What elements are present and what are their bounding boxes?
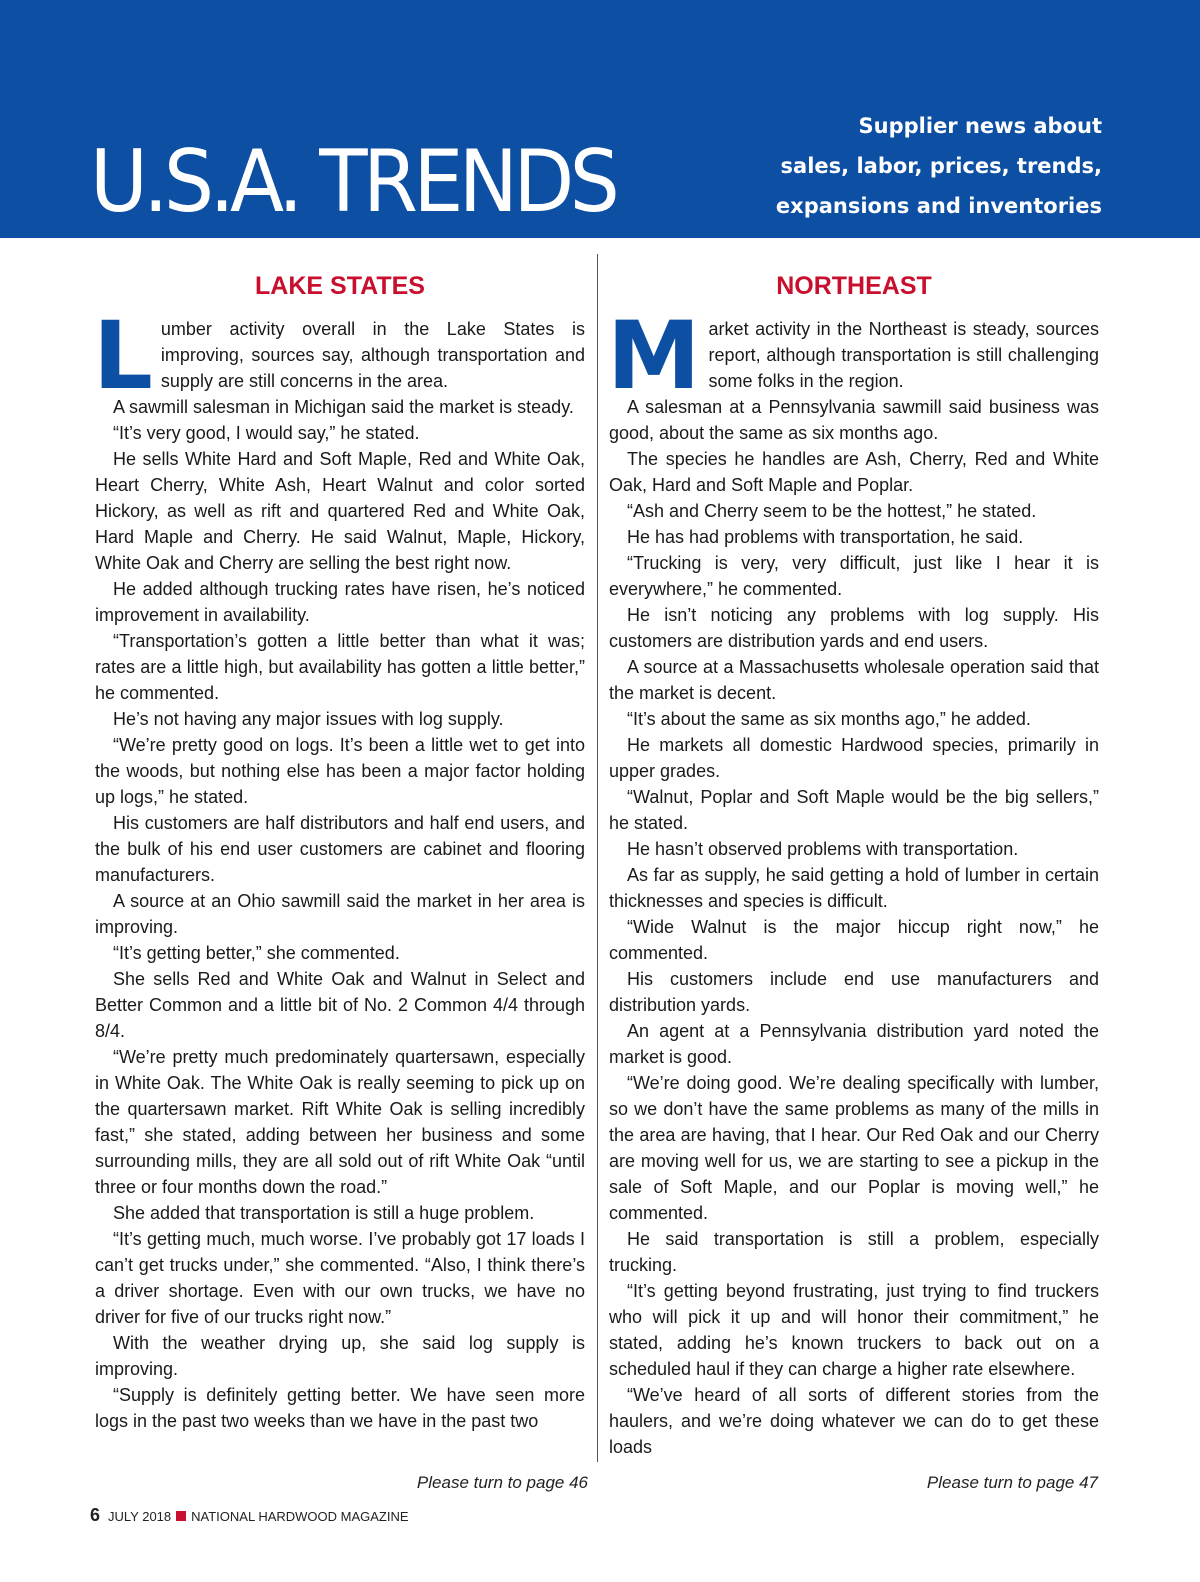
article-paragraph: “It’s very good, I would say,” he stated. [113,423,420,443]
article-paragraph: “Ash and Cherry seem to be the hottest,” he stated. [627,501,1037,521]
banner-tagline [762,106,1102,226]
article-paragraph: He added although trucking rates have risen, he’s noticed improvement in availability. [95,579,585,625]
article-paragraph: He has had problems with transportation, he said. [627,527,1024,547]
article-paragraph: “It’s getting beyond frustrating, just trying to find truckers who will pick it up and will honor their commitment,” he stated, adding he’s known truckers to back out on a scheduled haul if they can charge a higher rate elsewhere. [609,1281,1099,1379]
page-footer [90,1502,409,1530]
article-paragraph: With the weather drying up, she said log supply is improving. [95,1333,585,1379]
article-paragraph: “We’re pretty good on logs. It’s been a little wet to get into the woods, but nothing else has been a major factor holding up logs,” he stated. [95,735,585,807]
lead-text: umber activity overall in the Lake States is improving, sources say, although transportation and supply are still concerns in the area. [160,319,585,391]
continued-notice-right: Please turn to page 47 [926,1473,1098,1492]
lake-states-column [95,266,585,1442]
article-paragraph: “Transportation’s gotten a little better than what it was; rates are a little high, but availability has gotten a little better,” he commented. [95,631,585,703]
tagline-line: expansions and inventories [775,194,1102,218]
article-paragraph: A sawmill salesman in Michigan said the market is steady. [113,397,574,417]
red-square-icon [176,1511,186,1521]
article-paragraph: “It’s getting much, much worse. I’ve probably got 17 loads I can’t get trucks under,” she commented. “Also, I think there’s a driver shortage. Even with our own trucks, we have no driver for five of our trucks right now.” [95,1229,585,1327]
publication-name: NATIONAL HARDWOOD MAGAZINE [191,1509,409,1524]
article-paragraph: “We’re doing good. We’re dealing specifically with lumber, so we don’t have the same problems as many of the mills in the area are having, that I hear. Our Red Oak and our Cherry are moving well for us, we are starting to see a pickup in the sale of Soft Maple, and our Poplar is moving well,” he commented. [609,1073,1099,1223]
article-paragraph: An agent at a Pennsylvania distribution yard noted the market is good. [609,1021,1099,1067]
drop-cap: L [93,302,153,411]
article-paragraph: He markets all domestic Hardwood species, primarily in upper grades. [609,735,1099,781]
page-number: 6 [90,1505,101,1525]
article-paragraph: The species he handles are Ash, Cherry, Red and White Oak, Hard and Soft Maple and Poplar. [609,449,1099,495]
lead-text: arket activity in the Northeast is steady, sources report, although transportation is still challenging some folks in the region. [708,319,1099,391]
section-heading-northeast: NORTHEAST [776,272,932,300]
issue-date: JULY 2018 [108,1509,172,1524]
article-paragraph: His customers include end use manufacturers and distribution yards. [609,969,1099,1015]
article-paragraph: A salesman at a Pennsylvania sawmill said business was good, about the same as six months ago. [609,397,1099,443]
article-paragraph: “We’re pretty much predominately quartersawn, especially in White Oak. The White Oak is really seeming to pick up on the quartersawn market. Rift White Oak is selling incredibly fast,” she stated, adding between her business and some surrounding mills, they are all sold out of rift White Oak “until three or four months down the road.” [95,1047,585,1197]
continued-notice-left: Please turn to page 46 [416,1473,588,1492]
tagline-line: Supplier news about [858,114,1102,138]
article-paragraph: He isn’t noticing any problems with log supply. His customers are distribution yards and end users. [609,605,1099,651]
article-paragraph: He hasn’t observed problems with transportation. [627,839,1019,859]
article-paragraph: A source at a Massachusetts wholesale operation said that the market is decent. [609,657,1099,703]
article-paragraph: She sells Red and White Oak and Walnut in Select and Better Common and a little bit of No. 2 Common 4/4 through 8/4. [95,969,585,1041]
article-body [609,394,1099,1460]
northeast-column [607,266,1099,1457]
column-divider [597,254,598,1462]
article-paragraph: His customers are half distributors and half end users, and the bulk of his end user customers are cabinet and flooring manufacturers. [95,813,585,885]
article-paragraph: “It’s getting better,” she commented. [113,943,400,963]
article-paragraph: “We’ve heard of all sorts of different stories from the haulers, and we’re doing whatever we can do to get these loads [609,1385,1099,1457]
article-paragraph: She added that transportation is still a huge problem. [113,1203,535,1223]
article-paragraph: “Supply is definitely getting better. We have seen more logs in the past two weeks than we have in the past two [95,1385,585,1431]
article-paragraph: As far as supply, he said getting a hold of lumber in certain thicknesses and species is difficult. [609,865,1099,911]
tagline-line: sales, labor, prices, trends, [780,154,1102,178]
article-paragraph: He sells White Hard and Soft Maple, Red and White Oak, Heart Cherry, White Ash, Heart Walnut and color sorted Hickory, as well as rift and quartered Red and White Oak, Hard Maple and Cherry. He said Walnut, Maple, Hickory, White Oak and Cherry are selling the best right now. [95,449,585,573]
page-title: U.S.A. TRENDS [90,132,616,232]
article-body [95,394,585,1434]
article-paragraph: He’s not having any major issues with log supply. [113,709,504,729]
article-paragraph: “Trucking is very, very difficult, just like I hear it is everywhere,” he commented. [609,553,1099,599]
lead-paragraph [607,302,1099,411]
article-paragraph: A source at an Ohio sawmill said the market in her area is improving. [95,891,585,937]
article-paragraph: “Walnut, Poplar and Soft Maple would be the big sellers,” he stated. [609,787,1099,833]
article-paragraph: “Wide Walnut is the major hiccup right now,” he commented. [609,917,1099,963]
article-paragraph: He said transportation is still a problem, especially trucking. [609,1229,1099,1275]
header-banner [0,0,1200,238]
section-heading-lake-states: LAKE STATES [255,272,425,300]
article-paragraph: “It’s about the same as six months ago,” he added. [627,709,1031,729]
drop-cap: M [607,302,701,411]
